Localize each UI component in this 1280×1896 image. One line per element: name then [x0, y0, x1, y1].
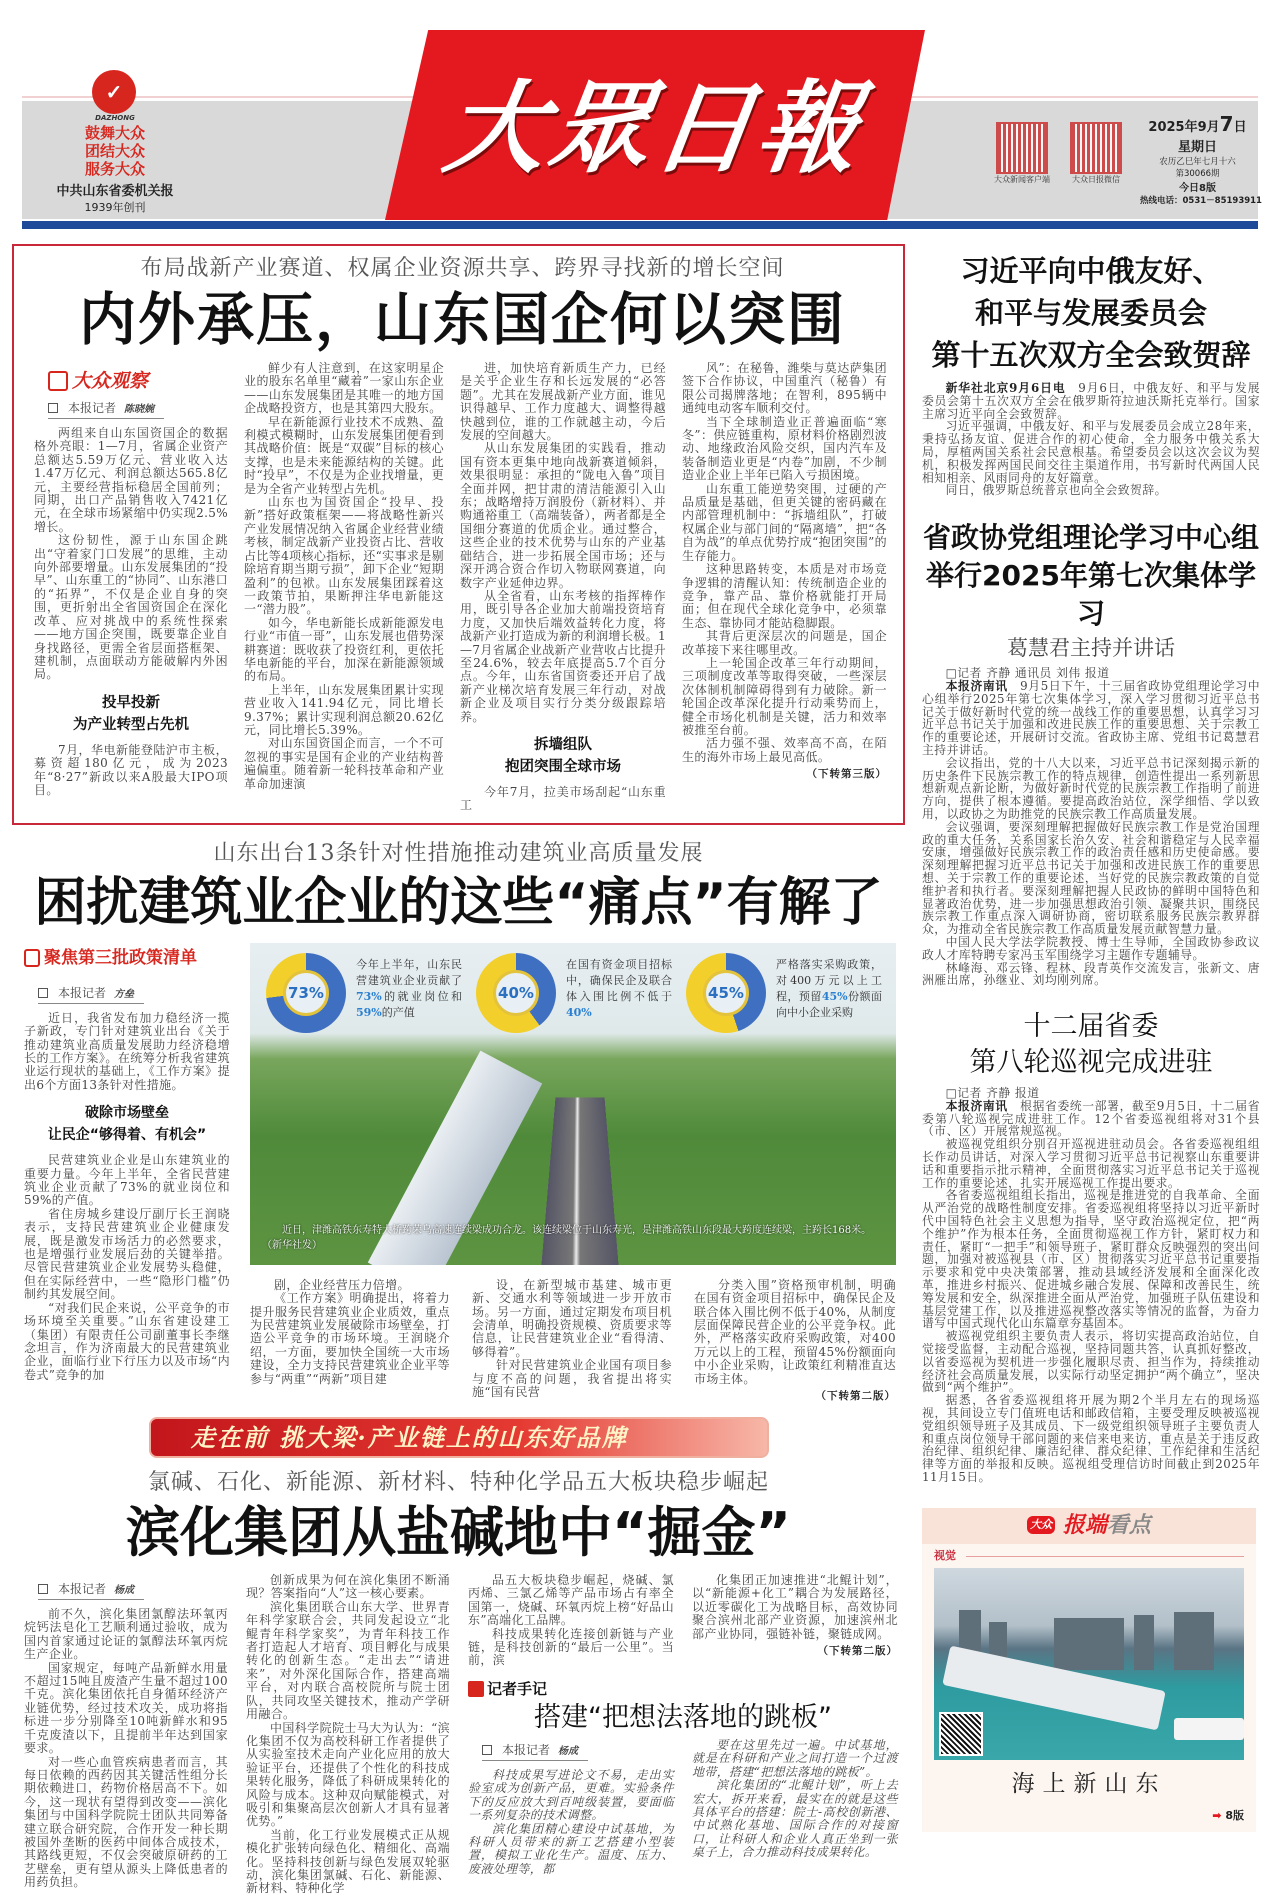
infographic-photo[interactable] — [250, 943, 896, 1265]
dateline: 本报济南讯 — [945, 678, 1008, 693]
byline: □记者 齐静 报道 — [945, 1086, 1040, 1101]
section-subhead — [34, 692, 228, 736]
document-icon — [24, 949, 40, 967]
slogan: 鼓舞大众 — [84, 124, 145, 142]
article-column — [922, 1087, 1260, 1484]
paragraph: 剧，企业经营压力倍增。 — [274, 1277, 410, 1292]
jump-line[interactable]: （下转第三版） — [806, 768, 887, 781]
top-story-frame — [12, 244, 905, 825]
headline-line: 十二届省委 — [1023, 1011, 1159, 1043]
article-column — [922, 382, 1260, 497]
headline-line: 第十五次双方全会致贺辞 — [931, 338, 1251, 372]
paragraph: 林峰海、邓云锋、程林、段青英作交流发言，张新文、唐洲雁出席，孙继业、刘均刚列席。 — [922, 960, 1260, 988]
newspaper-title: 大眾日報 — [437, 69, 871, 187]
hotline: 热线电话：0531－85193911 — [1140, 196, 1262, 206]
paragraph: 对山东国资国企而言，一个不可忽视的事实是国有企业的产业结构普遍偏重。随着新一轮科技革命和产业革命加速演 — [244, 736, 444, 791]
article-column — [682, 362, 887, 764]
harbor-photo[interactable] — [934, 1568, 1244, 1760]
paragraph: 被巡视党组织分别召开巡视进驻动员会。各省委巡视组组长作动员讲话，对深入学习贯彻习近平总书记视察山东重要讲话和重要指示批示精神，全面贯彻落实习近平总书记关于巡视工作的重要论述，扎实开展巡视工作提出要求。 — [922, 1137, 1260, 1190]
highlight-figure: 59% — [356, 1005, 382, 1019]
byline — [48, 397, 228, 419]
date-suffix: 日 — [1233, 120, 1247, 135]
article-column — [472, 1279, 672, 1400]
qr-caption: 大众日报微信 — [1072, 175, 1120, 184]
paragraph: 《工作方案》明确提出，将着力提升服务民营建筑业企业质效，重点为民营建筑业发展破除市场壁垒，打造公平竞争的市场环境。王润晓介绍，一方面，要加快全国统一大市场建设，全力支持民营建筑业企业平等参与“两重”“两新”项目建 — [250, 1291, 450, 1386]
paragraph: 从山东发展集团的实践看，推动国有资本更集中地向战新赛道倾斜，效果很明显：承担的“陇电入鲁”项目全面并网，把甘肃的清洁能源引入山东；战略增持万润股份（新材料）、并购通裕重工（高端装备），两者都是全国细分赛道的优质企业。通过整合，这些企业的技术优势与山东的产业基础结合，进一步拓展全国市场；还与深开鸿合资合作切入物联网赛道，向数字产业延伸边界。 — [460, 441, 666, 590]
headline-line: 习近平向中俄友好、 — [960, 254, 1222, 288]
cppcc-subhead: 葛慧君主持并讲话 — [1007, 636, 1175, 661]
paragraph: 被巡视党组织主要负责人表示，将切实提高政治站位，自觉接受监督，主动配合巡视，坚持同题共答，认真抓好整改，以省委巡视为契机进一步强化履职尽责、担当作为，持续推动经济社会高质量发展，以实际行动坚定拥护“两个确立”，坚决做到“两个维护”。 — [922, 1329, 1260, 1395]
paragraph: “对我们民企来说，公平竞争的市场环境至关重要。”山东省建设建工（集团）有限责任公司副董事长李继念坦言，作为济南最大的民营建筑业企业，面临行业下行压力以及市场“内卷式”竞争的加 — [24, 1300, 230, 1382]
issue-info — [1140, 112, 1262, 206]
dateline: 本报济南讯 — [945, 1098, 1008, 1113]
date-day: 7 — [1219, 112, 1234, 136]
paragraph: 上半年，山东发展集团累计实现营业收入141.94亿元，同比增长9.37%；累计实现利润总额20.62亿元，同比增长5.39%。 — [244, 682, 444, 737]
article-column — [246, 1574, 450, 1896]
description-text: 的产值 — [381, 1005, 415, 1019]
qr-caption: 大众新闻客户端 — [994, 175, 1050, 184]
paragraph: 早在新能源行业技术不成熟、盈利模式模糊时，山东发展集团便看到其战略价值：既是“双碳”目标的核心支撑，也是未来能源结构的关键。此时“投早”，不仅是为企业找增量，更是为全省产业转型占先机。 — [244, 414, 444, 496]
paragraph: 同日，俄罗斯总统普京也向全会致贺辞。 — [945, 483, 1167, 498]
highlight-figure: 45% — [821, 989, 848, 1003]
highlight-figure: 73% — [356, 989, 382, 1003]
description-text: 份额面向中小企业采购 — [776, 989, 883, 1019]
paragraph: 这份韧性，源于山东国企跳出“守着家门口发展”的思维，主动向外部要增量。山东发展集团的“投早”、山东重工的“协同”、山东港口的“拓界”，不仅是企业自身的突围，更折射出全省国资国企在深化改革、应对挑战中的系统性探索——地方国企突围，既要靠企业自身找路径，更需全省层面搭框架、建机制，点面联动方能破解内外困局。 — [34, 533, 228, 682]
article-column — [34, 427, 228, 682]
paragraph: 针对民营建筑业企业国有项目参与度不高的问题，我省提出将实施“国有民营 — [472, 1358, 672, 1400]
paragraph: 如今，华电新能长成新能源发电行业“市值一哥”，山东发展也借势深耕赛道：既收获了投资红利，更依托华电新能的平台，加深在新能源领域的布局。 — [244, 615, 444, 684]
paragraph: 中国人民大学法学院教授、博士生导师，全国政协参政议政人才库特聘专家冯玉军围绕学习主题作专题辅导。 — [922, 934, 1260, 962]
byline: □记者 齐静 通讯员 刘伟 报道 — [945, 666, 1110, 681]
paragraph: 滨化集团的“北鲲计划”，听上去宏大，拆开来看，最实在的就是这些具体平台的搭建：院士-高校创新港、中试熟化基地、国际合作的对接窗口，让科研人和企业人真正坐到一张桌子上，合力推动科技成果转化。 — [692, 1778, 898, 1860]
baoduan-title-a: 报端 — [1062, 1512, 1107, 1538]
paragraph: 会议指出，党的十八大以来，习近平总书记深刻揭示新的历史条件下民族宗教工作的特点规律，创造性提出一系列新思想新观点新论断，为做好新时代党的民族宗教工作指明了前进方向，提供了根本遵循。要提高政治站位，深学细悟、学以致用，以政协之为助推党的民族宗教工作高质量发展。 — [922, 755, 1260, 821]
qr-app[interactable] — [982, 122, 1062, 185]
lunar-date: 农历乙巳年七月十六 — [1159, 157, 1236, 167]
article-column — [244, 362, 444, 791]
binhua-subtitle: 氯碱、石化、新能源、新材料、特种化学品五大板块稳步崛起 — [147, 1470, 769, 1496]
article-column — [24, 1608, 228, 1890]
paragraph: 滨化集团精心建设中试基地，为科研人员带来的新工艺搭建小型装置，模拟工业化生产。温度、压力、废液处理等，都 — [468, 1821, 674, 1876]
reporter-notes-label: 记者手记 — [487, 1679, 548, 1698]
column-4 — [692, 1574, 898, 1658]
paragraph: 7月，华电新能登陆沪市主板，募资超180亿元，成为2023年“8·27”新政以来A股最大IPO项目。 — [34, 742, 228, 797]
description-text: 的就业岗位和 — [381, 989, 462, 1003]
headline-line: 第八轮巡视完成进驻 — [969, 1047, 1213, 1079]
binhua-body — [12, 1574, 905, 1896]
cruise-ship — [1174, 1718, 1244, 1740]
paragraph: 分类入围”资格预审机制，明确在国有资金项目招标中，确保民企及联合体入围比例不低于40%，从制度层面保障民营企业的公平竞争权。此外，严格落实政府采购政策，对400万元以上的工程，预留45%份额面向中小企业采购，让政策红利精准直达市场主体。 — [694, 1277, 896, 1386]
qr-code-icon[interactable] — [939, 1712, 983, 1756]
paragraph: 9月6日，中俄友好、和平与发展委员会第十五次双方全会在俄罗斯符拉迪沃斯托克举行。国家主席习近平向全会致贺辞。 — [922, 381, 1260, 421]
subhead-line: 拆墙组队 — [534, 736, 592, 753]
section-subhead — [24, 1102, 230, 1146]
notes-columns — [468, 1739, 898, 1876]
byline-name: 陈晓婉 — [124, 404, 155, 415]
paragraph: 要在这里先过一遍。中试基地，就是在科研和产业之间打造一个过渡地带，搭建“把想法落地的跳板”。 — [692, 1737, 898, 1779]
right-content — [922, 250, 1260, 1832]
paragraph: 近日，我省发布加力稳经济一揽子新政，专门针对建筑业出台《关于推动建筑业高质量发展助力经济稳增长的工作方案》。在统筹分析我省建筑业运行现状的基础上，《工作方案》提出6个方面13条针对性措施。 — [24, 1010, 230, 1092]
top-story-headline[interactable]: 内外承压，山东国企何以突围 — [79, 287, 846, 353]
paragraph: 科技成果转化连接创新链与产业链，是科技创新的“最后一公里”。当前，滨 — [468, 1626, 674, 1668]
headline-line: 和平与发展委员会 — [974, 296, 1207, 330]
byline-name: 杨成 — [114, 1585, 135, 1597]
paragraph: 习近平强调，中俄友好、和平与发展委员会成立28年来，秉持弘扬友谊、促进合作的初心使命，全力服务中俄关系大局，厚植两国关系社会民意根基。希望委员会以这次会议为契机，积极发挥两国民间交往主渠道作用，书写新时代两国人民相知相亲、风雨同舟的友好篇章。 — [922, 419, 1260, 485]
donut-description — [356, 957, 462, 1021]
paragraph: 上一轮国企改革三年行动期间，三项制度改革等取得突破，一些深层次体制机制障碍得到有力破除。新一轮国企改革深化提升行动乘势而上，健全市场化机制是关键，活力和效率被推至台前。 — [682, 655, 887, 737]
paragraph: 对一些心血管疾病患者而言，其每日依赖的西药因其关键活性组分长期依赖进口，药物价格居高不下。如今，这一现状有望得到改变——滨化集团与中国科学院院士团队共同筹备建立联合研究院，合作开发一种长期被国外垄断的医药中间体合成技术，其路线更短，不仅会突破原研药的工艺壁垒，更有望从源头上降低患者的用药负担。 — [24, 1754, 228, 1890]
paragraph: 品五大板块稳步崛起，烧碱、氯丙烯、三氯乙烯等产品市场占有率全国第一，烧碱、环氧丙烷上榜“好品山东”高端化工品牌。 — [468, 1573, 674, 1628]
highlight-figure: 40% — [566, 1005, 592, 1019]
paragraph: 当下全球制造业正普遍面临“寒冬”：供应链重构，原材料价格剧烈波动、地缘政治风险交织，国内汽车及装备制造业更是“内卷”加剧，不少制造业企业上半年已陷入亏损困境。 — [682, 414, 887, 483]
article-column — [460, 362, 666, 724]
subhead-line: 为产业转型占先机 — [73, 716, 189, 733]
article-column — [34, 744, 228, 798]
article-column — [460, 786, 666, 813]
masthead-blue-bar — [22, 221, 1258, 229]
description-text: 在国有资金项目招标中，确保民企及联合体入围比例不低于 — [566, 957, 672, 1003]
subhead-line: 投早投新 — [102, 694, 160, 711]
subhead-line: 破除市场壁垒 — [85, 1105, 169, 1122]
column-1 — [34, 362, 228, 797]
jump-line[interactable]: （下转第二版） — [815, 1390, 896, 1403]
issue-date — [1140, 112, 1255, 136]
byline-name: 方垒 — [114, 988, 135, 1000]
paragraph: 山东重工能逆势突围，过硬的产品质量是基础，但更关键的密码藏在内部管理机制中：“拆墙组队”，打破权属企业与部门间的“隔离墙”，把“各自为战”的单点优势拧成“抱团突围”的生存能力。 — [682, 481, 887, 563]
paragraph: 当前，化工行业发展模式正从规模化扩张转向绿色化、精细化、高端化。坚持科技创新与绿色发展双轮驱动，滨化集团氯碱、石化、新能源、新材料、特种化学 — [246, 1827, 450, 1896]
headline-line: 省政协党组理论学习中心组 — [922, 521, 1259, 555]
construction-subtitle: 山东出台13条针对性措施推动建筑业高质量发展 — [213, 840, 704, 866]
byline — [482, 1739, 674, 1761]
byline-label: 本报记者 — [58, 1582, 107, 1597]
paragraph: 各省委巡视组组长指出，巡视是推进党的自我革命、全面从严治党的战略性制度安排。省委巡视组将坚持以习近平新时代中国特色社会主义思想为指导，坚守政治巡视定位，把“两个维护”作为根本任务，全面贯彻巡视工作方针，紧盯权力和责任，紧盯“一把手”和领导班子，紧盯群众反映强烈的突出问题，加强对被巡视县（市、区）贯彻落实习近平总书记重要指示要求和党中央决策部署，推动县域经济发展和全面深化改革，推进乡村振兴、促进城乡融合发展、保障和改善民生，统筹发展和安全，纵深推进全面从严治党，加强班子队伍建设和基层党建工作，以及推进巡视整改落实等情况的监督，为奋力谱写中国式现代化山东篇章夯基固本。 — [922, 1188, 1260, 1331]
description-text: 严格落实采购政策，对400万元以上工程，预留 — [776, 957, 882, 1003]
section-label: 视觉 — [934, 1548, 956, 1562]
paragraph: 山东也为国资国企“投早、投新”搭好政策框架——将战略性新兴产业发展情况纳入省属企业经营业绩考核，制定战新产业投资占比、营收占比等4项核心指标，还“实事求是剔除培育期当期亏损”，卸下企业“短期盈利”的包袱。山东发展集团踩着这一政策节拍，果断押注华电新能这一“潜力股”。 — [244, 495, 444, 617]
date-month: 2025年9月 — [1148, 120, 1220, 135]
byline — [38, 982, 230, 1004]
paragraph: 前不久，滨化集团氯醇法环氧丙烷钙法皂化工艺顺利通过验收，成为国内首家通过论证的氯醇法环氧丙烷生产企业。 — [24, 1607, 228, 1662]
paragraph: 从全省看，山东考核的指挥棒作用，既引导各企业加大前端投资培育力度，又加快后端效益转化力度，将战新产业打造成为新的利润增长极。1—7月省属企业战新产业营收占比提升至24.6%，较去年底提高5.7个百分点。今年，山东省国资委还开启了战新产业梯次培育发展三年行动，对战新企业及项目实行分类分级跟踪培养。 — [460, 588, 666, 724]
slogans — [40, 124, 190, 215]
baoduan-header — [922, 1508, 1256, 1544]
slogan: 服务大众 — [84, 160, 145, 178]
donut-chart — [266, 953, 346, 1033]
binhua-story — [12, 1468, 905, 1896]
column-1 — [24, 1574, 228, 1890]
paragraph: 活力强不强、效率高不高，在陌生的海外市场上最见高低。 — [682, 736, 887, 764]
cppcc-headline[interactable] — [922, 519, 1260, 633]
photo-caption: 近日，津潍高铁东寿特大桥跨荣乌高速连续梁成功合龙。该连续梁位于山东寿光，是津潍高铁山东段最大跨度连续梁，主跨长168米。（新华社发） — [262, 1224, 872, 1251]
binhua-headline[interactable]: 滨化集团从盐碱地中“掘金” — [126, 1501, 791, 1565]
construction-left-column — [24, 943, 230, 1382]
notes-headline[interactable]: 搭建“把想法落地的跳板” — [534, 1701, 832, 1733]
paragraph: 省住房城乡建设厅副厅长王润晓表示，支持民营建筑业企业健康发展，既是激发市场活力的必然要求，也是增强行业发展后劲的关键举措。尽管民营建筑业企业发展势头稳健，但在实际经营中，一些“隐形门槛”仍制约其发展空间。 — [24, 1206, 230, 1302]
paragraph: 风”：在秘鲁，潍柴与莫达萨集团签下合作协议，中国重汽（秘鲁）有限公司揭牌落地；在智利，895辆中通纯电动客车顺利交付。 — [682, 361, 887, 416]
pen-icon — [468, 1681, 484, 1697]
article-column — [692, 1574, 898, 1641]
paragraph: 9月5日下午，十三届省政协党组理论学习中心组举行2025年第七次集体学习，深入学习贯彻习近平总书记关于做好新时代党的统一战线工作的重要思想，认真学习习近平总书记关于加强和改进民族工作的重要思想、关于宗教工作的重要论述，开展研讨交流。省政协主席、党组书记葛慧君主持并讲话。 — [922, 678, 1260, 757]
dazhong-logo-icon: ✓ — [92, 70, 136, 114]
organization: 中共山东省委机关报 — [56, 184, 174, 199]
byline-label: 本报记者 — [502, 1742, 551, 1757]
jump-line[interactable]: （下转第二版） — [817, 1645, 898, 1658]
donut-chart — [686, 953, 766, 1033]
page-reference[interactable] — [1212, 1808, 1244, 1823]
byline-name: 杨成 — [558, 1745, 579, 1757]
photo-title: 海上新山东 — [1011, 1770, 1167, 1797]
notes-column-a — [468, 1739, 674, 1876]
dazhong-logo-icon: 大众 — [1027, 1516, 1055, 1534]
column-3 — [460, 362, 666, 813]
paragraph: 国家规定，每吨产品新鲜水用量不超过15吨且废渣产生量不超过100千克。滨化集团依托自身循环经济产业链优势，经过技术攻关，成功将指标进一步分别降至10吨新鲜水和95千克废渣以下，且提前半年达到国家要求。 — [24, 1660, 228, 1756]
donut-label: 40% — [493, 970, 539, 1016]
donut-chart — [476, 953, 556, 1033]
qr-code-icon — [1070, 122, 1122, 174]
paragraph: 进，加快培育新质生产力，已经是关乎企业生存和长远发展的“必答题”。尤其在发展战新产业方面，谁见识得越早、工作力度越大、调整得越快越到位，谁的工作就越主动，今后发展的空间越大。 — [460, 361, 666, 443]
column-tag-label: 大众观察 — [72, 370, 149, 392]
series-banner: 走在前 挑大梁·产业链上的山东好品牌 — [149, 1417, 769, 1458]
donut-label: 73% — [283, 970, 329, 1016]
divider — [966, 1556, 1244, 1557]
page-count: 今日8版 — [1179, 183, 1216, 194]
inspection-headline[interactable] — [922, 1009, 1260, 1081]
paragraph: 鲜少有人注意到，在这家明星企业的股东名单里“藏着”一家山东企业——山东发展集团是其唯一的地方国企战略投资方，也是其第四大股东。 — [244, 361, 444, 416]
qr-wechat[interactable] — [1056, 122, 1136, 185]
description-text: 今年上半年，山东民营建筑业企业贡献了 — [356, 957, 462, 987]
article-column — [24, 1012, 230, 1092]
reporter-notes-tag — [468, 1678, 898, 1699]
paragraph: 会议强调，要深刻理解把握做好民族宗教工作是党治国理政的重大任务，关系国家长治久安、社会和谐稳定与人民幸福安康，增强做好民族宗教工作的政治责任感和历史使命感。要深刻理解把握习近平总书记关于加强和改进民族工作的重要思想、关于宗教工作的重要论述，当好党的民族宗教政策的自觉维护者和执行者。要深刻理解把握人民政协的鲜明中国特色和显著政治优势，进一步加强思想政治引领、凝聚共识，围绕民族宗教工作重点深入调研协商，密切联系服务民族宗教界群众，为推动全省民族宗教工作高质量发展贡献智慧力量。 — [922, 819, 1260, 937]
byline-label: 本报记者 — [68, 401, 117, 415]
policy-tag-label: 聚焦第三批政策清单 — [44, 947, 197, 968]
slogan: 团结大众 — [84, 142, 145, 160]
paragraph: 民营建筑业企业是山东建筑业的重要力量。今年上半年，全省民营建筑业企业贡献了73%的就业岗位和59%的产值。 — [24, 1153, 230, 1208]
column-4 — [682, 362, 887, 781]
binhua-columns — [468, 1574, 898, 1668]
byline-label: 本报记者 — [58, 985, 107, 1000]
paragraph: 化集团正加速推进“北鲲计划”，以“新能源+化工”耦合为发展路径，以近零碳化工为战略目标，高效协同聚合滨州北部产业资源，加速滨州北部产业协同，强链补链，聚链成网。 — [692, 1573, 898, 1641]
paragraph: 其背后更深层次的问题是，国企改革接下来往哪里改。 — [682, 629, 887, 657]
article-column — [694, 1279, 896, 1386]
binhua-right-area — [468, 1574, 898, 1876]
column-tag — [48, 366, 228, 393]
top-story-subtitle: 布局战新产业赛道、权属企业资源共享、跨界寻找新的增长空间 — [140, 256, 785, 281]
baoduan-highlight-box[interactable] — [922, 1508, 1256, 1832]
paragraph: 中国科学院院士马大为认为：“滨化集团不仅为高校科研工作者提供了从实验室技术走向产业化应用的放大验证平台，还提供了个性化的科技成果转化服务，降低了科研成果转化的风险与成本。这种双向赋能模式，对吸引和集聚高层次创新人才具有显著优势。” — [246, 1720, 450, 1829]
baoduan-title-b: 看点 — [1106, 1512, 1151, 1538]
qr-code-icon — [996, 122, 1048, 174]
policy-tag — [24, 943, 230, 968]
article-column — [250, 1279, 450, 1386]
byline — [38, 1578, 228, 1600]
page-ref-label: 8版 — [1225, 1808, 1244, 1822]
column-4 — [694, 1279, 896, 1403]
section-subhead — [460, 734, 666, 778]
logo-wordmark: DAZHONG — [95, 114, 135, 122]
construction-body — [12, 943, 905, 1403]
headline-line: 举行2025年第七次集体学习 — [926, 559, 1256, 631]
issue-number: 第30066期 — [1175, 169, 1220, 179]
top-story-columns — [34, 362, 891, 813]
article-column — [468, 1769, 674, 1876]
paragraph: 两组来自山东国资国企的数据格外亮眼：1—7月，省属企业资产总额达5.59万亿元、营业收入达1.47万亿元、利润总额达565.8亿元，主要经营指标稳居全国前列；同期，出口产品销售收入7421亿元，在全球市场紧缩中仍实现2.5%增长。 — [34, 426, 228, 534]
paragraph: 今年7月，拉美市场刮起“山东重工 — [460, 784, 666, 813]
article-column — [922, 667, 1260, 987]
article-column — [24, 1154, 230, 1382]
arrow-right-icon: ➡ — [1212, 1808, 1222, 1822]
newspaper-icon — [48, 371, 68, 391]
donut-description — [776, 957, 882, 1021]
paragraph: 创新成果为何在滨化集团不断涌现？答案指向“人”这一核心要素。 — [246, 1573, 450, 1601]
dateline: 新华社北京9月6日电 — [945, 381, 1066, 395]
paragraph: 据悉，各省委巡视组将开展为期2个半月左右的现场巡视，其间设立专门值班电话和邮政信箱，主要受理反映被巡视党组织领导班子及其成员、下一级党组织领导班子主要负责人和重点岗位领导干部问题的来信来电来访，重点是关于违反政治纪律、组织纪律、廉洁纪律、群众纪律、工作纪律和生活纪律等方面的举报和反映。巡视组受理信访时间截止到2025年11月15日。 — [922, 1393, 1260, 1484]
donut-label: 45% — [703, 970, 749, 1016]
paragraph: 滨化集团联合山东大学、世界青年科学家联合会，共同发起设立“北鲲青年科学家奖”，为青年科技工作者打造起人才培育、项目孵化与成果转化的创新生态。“走出去”“请进来”，对外深化国际合作，搭建高端平台，对内联合高校院所与院士团队，共同攻坚关键技术，推动产学研用融合。 — [246, 1599, 450, 1722]
subhead-line: 让民企“够得着、有机会” — [47, 1127, 207, 1144]
weekday: 星期日 — [1177, 140, 1217, 155]
article-column — [468, 1574, 674, 1668]
founded-year: 1939年创刊 — [84, 201, 146, 214]
xi-headline[interactable] — [922, 250, 1260, 376]
construction-headline[interactable]: 困扰建筑业企业的这些“痛点”有解了 — [34, 872, 883, 933]
article-column — [692, 1739, 898, 1860]
construction-right-area — [250, 943, 896, 1403]
paragraph: 根据省委统一部署，截至9月5日，十二届省委第八轮巡视完成进驻工作。12个省委巡视组将对31个县（市、区）开展常规巡视。 — [922, 1098, 1260, 1139]
subhead-line: 抱团突围全球市场 — [505, 758, 621, 775]
construction-story — [12, 839, 905, 1403]
donut-description — [566, 957, 672, 1021]
paragraph: 设，在新型城市基建、城市更新、交通水利等领域进一步开放市场。另一方面，通过定期发布项目机会清单，明确投资规模、资质要求等信息，让民营建筑业企业“看得清、够得着”。 — [472, 1277, 672, 1359]
left-content — [12, 244, 905, 1896]
paragraph: 科技成果写进论文不易，走出实验室成为创新产品，更难。实验条件下的反应放大到百吨级装置，要面临一系列复杂的技术调整。 — [468, 1767, 674, 1823]
paragraph: 这种思路转变，本质是对市场竞争逻辑的清醒认知：传统制造企业的竞争，靠产品、靠价格就能打开局面；但在现代全球化竞争中，必须靠生态、靠协同才能站稳脚跟。 — [682, 562, 887, 630]
construction-columns — [250, 1279, 896, 1403]
